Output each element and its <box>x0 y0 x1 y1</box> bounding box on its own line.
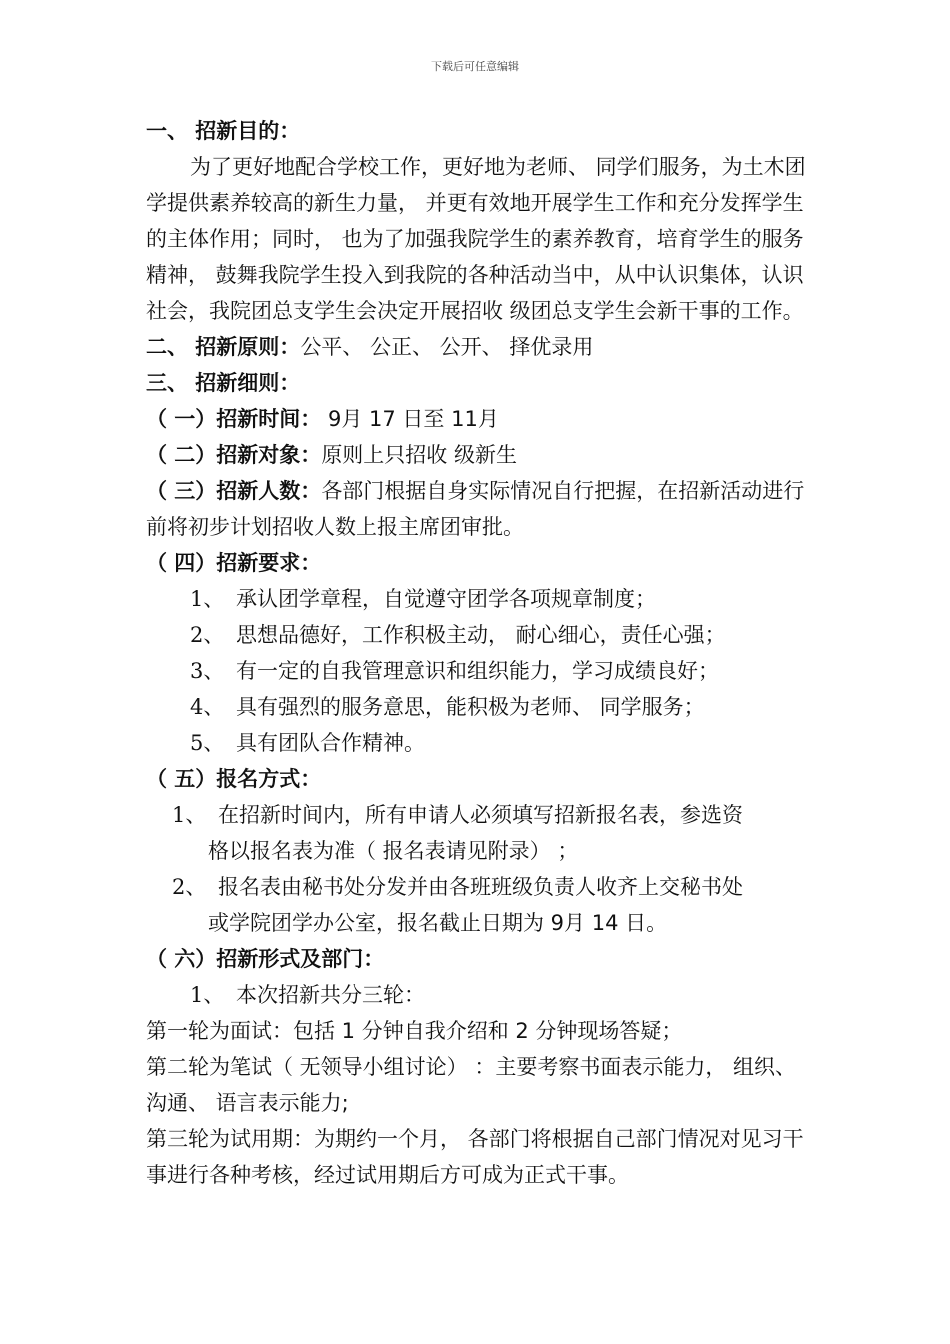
list-text: 承认团学章程，自觉遵守团学各项规章制度； <box>236 587 656 611</box>
round-3-text: 第三轮为试用期：为期约一个月， 各部门将根据自己部门情况对见习干事进行各种考核，经过试用期后方可成为正式干事。 <box>146 1127 804 1187</box>
list-text: 思想品德好，工作积极主动， 耐心细心，责任心强； <box>236 623 726 647</box>
list-item <box>146 653 814 689</box>
list-number: 2、 <box>190 623 225 647</box>
list-number: 1、 <box>190 587 225 611</box>
sub-6-label: （ 六）招新形式及部门： <box>146 947 385 971</box>
sub-2-label: （ 二）招新对象： <box>146 443 322 467</box>
list-item-continuation: 格以报名表为准（ 报名表请见附录） ； <box>208 839 579 863</box>
list-text: 在招新时间内，所有申请人必须填写招新报名表，参选资 <box>218 803 743 827</box>
list-item <box>146 581 814 617</box>
list-item <box>146 725 814 761</box>
document-body <box>146 113 814 1193</box>
sub-4-label: （ 四）招新要求： <box>146 551 322 575</box>
round-2-text: 第二轮为笔试（ 无领导小组讨论） ：主要考察书面表示能力， 组织、 沟通、 语言表示能力; <box>146 1055 797 1115</box>
sub-3-label: （ 三）招新人数： <box>146 479 322 503</box>
list-number: 4、 <box>190 695 225 719</box>
sub-1-label: （ 一）招新时间： <box>146 407 322 431</box>
list-number: 3、 <box>190 659 225 683</box>
section-2-heading: 二、 招新原则： <box>146 335 301 359</box>
section-1-heading: 一、 招新目的： <box>146 119 301 143</box>
list-item <box>146 977 814 1013</box>
sub-2-text: 原则上只招收 级新生 <box>321 443 517 467</box>
list-text: 报名表由秘书处分发并由各班班级负责人收齐上交秘书处 <box>218 875 743 899</box>
list-number: 1、 <box>190 983 225 1007</box>
list-item <box>146 869 814 905</box>
list-text: 本次招新共分三轮： <box>236 983 425 1007</box>
list-number: 2、 <box>172 875 207 899</box>
list-item <box>146 797 814 833</box>
sub-1-text: 9月 17 日至 11月 <box>321 407 499 431</box>
sub-3-line <box>146 473 814 545</box>
round-1-text: 第一轮为面试：包括 1 分钟自我介绍和 2 分钟现场答疑； <box>146 1019 683 1043</box>
list-text: 具有强烈的服务意思，能积极为老师、 同学服务； <box>236 695 705 719</box>
sub-1-line <box>146 401 814 437</box>
sub-2-line <box>146 437 814 473</box>
section-2-text: 公平、 公正、 公开、 择优录用 <box>300 335 594 359</box>
list-text: 具有团队合作精神。 <box>236 731 425 755</box>
section-1-paragraph: 为了更好地配合学校工作，更好地为老师、 同学们服务，为土木团学提供素养较高的新生力量， 并更有效地开展学生工作和充分发挥学生的主体作用；同时， 也为了加强我院学生的素养教育，培育学生的服务精神， 鼓舞我院学生投入到我院的各种活动当中，从中认识集体，认识社会，我院团总支学生会决定开展招收 级团总支学生会新干事的工作。 <box>146 155 806 323</box>
section-3-heading: 三、 招新细则： <box>146 371 301 395</box>
list-item <box>146 689 814 725</box>
list-number: 5、 <box>190 731 225 755</box>
page-header: 下载后可任意编辑 <box>431 60 519 73</box>
list-item <box>146 617 814 653</box>
list-item-continuation: 或学院团学办公室，报名截止日期为 9月 14 日。 <box>208 911 668 935</box>
sub-5-label: （ 五）报名方式： <box>146 767 322 791</box>
list-number: 1、 <box>172 803 207 827</box>
list-text: 有一定的自我管理意识和组织能力，学习成绩良好； <box>236 659 719 683</box>
sub-3-text: 各部门根据自身实际情况自行把握，在招新活动进行前将初步计划招收人数上报主席团审批。 <box>146 479 805 539</box>
section-2-line <box>146 329 814 365</box>
